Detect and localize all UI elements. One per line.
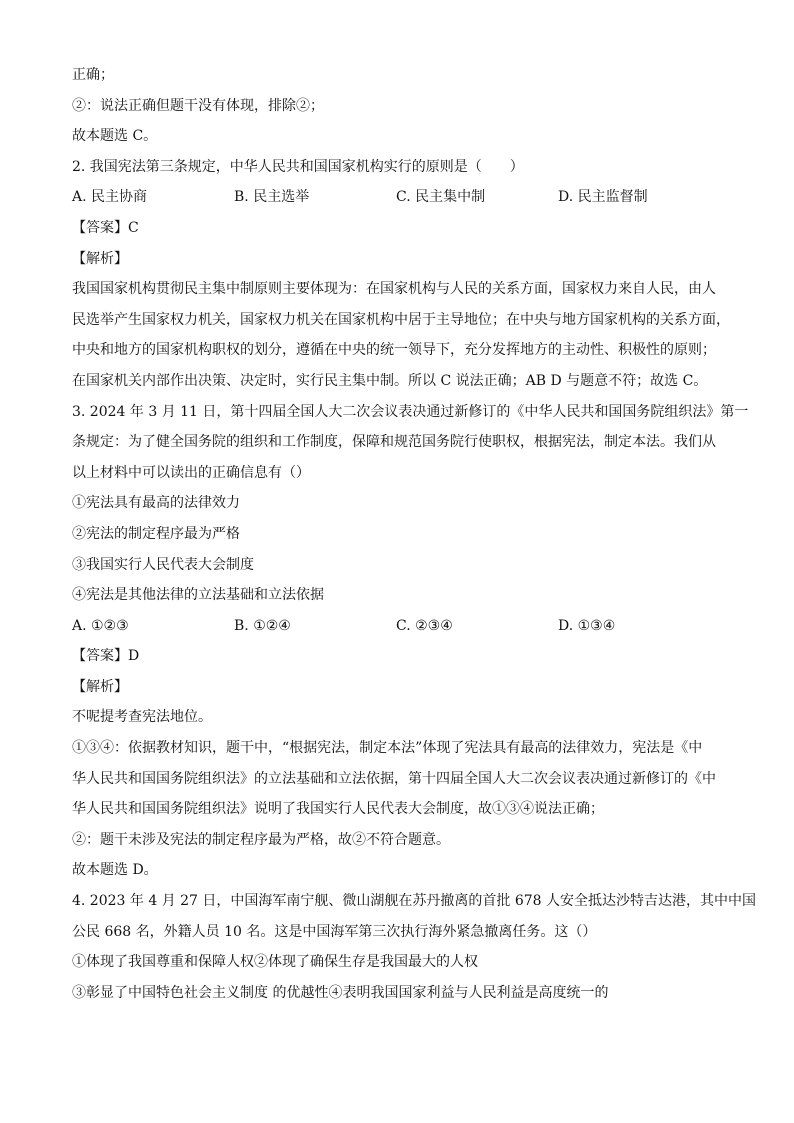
text-line: 故本题选 C。: [72, 128, 158, 145]
analysis-line: ①③④：依据教材知识，题干中，“根据宪法，制定本法”体现了宪法具有最高的法律效力，宪法是《中: [72, 740, 703, 757]
analysis-line: ②：题干未涉及宪法的制定程序最为严格，故②不符合题意。: [72, 831, 450, 848]
analysis-line: 民选举产生国家权力机关，国家权力机关在国家机构中居于主导地位；在中央与地方国家机构的关系方面，: [72, 311, 730, 328]
question-3-stem: 3. 2024 年 3 月 11 日，第十四届全国人大二次会议表决通过新修订的《中华人民共和国国务院组织法》第一: [72, 403, 749, 420]
option-c: C. ②③④: [396, 617, 453, 634]
option-b: B. ①②④: [234, 617, 291, 634]
analysis-label: 【解析】: [72, 250, 128, 267]
statement-item: ①宪法具有最高的法律效力: [72, 495, 240, 512]
question-4-stem: 4. 2023 年 4 月 27 日，中国海军南宁舰、微山湖舰在苏丹撤离的首批 678 人安全抵达沙特吉达港，其中中国: [72, 893, 757, 910]
analysis-line: 华人民共和国国务院组织法》的立法基础和立法依据，第十四届全国人大二次会议表决通过新修订的《中: [72, 770, 716, 787]
analysis-line: 在国家机关内部作出决策、决定时，实行民主集中制。所以 C 说法正确；AB D 与题意不符；故选 C。: [72, 372, 708, 389]
analysis-line: 中央和地方的国家机构职权的划分，遵循在中央的统一领导下，充分发挥地方的主动性、积极性的原则；: [72, 342, 716, 359]
answer-label: 【答案】C: [72, 219, 139, 236]
analysis-line: 不呢提考查宪法地位。: [72, 709, 212, 726]
question-3-options: [72, 611, 732, 642]
statement-item: ③我国实行人民代表大会制度: [72, 556, 254, 573]
option-a: A. 民主协商: [72, 189, 148, 206]
question-4-stem: 公民 668 名，外籍人员 10 名。这是中国海军第三次执行海外紧急撤离任务。这（）: [72, 923, 597, 940]
analysis-label: 【解析】: [72, 678, 128, 695]
question-2-options: [72, 182, 732, 213]
analysis-line: 华人民共和国国务院组织法》说明了我国实行人民代表大会制度，故①③④说法正确；: [72, 801, 604, 818]
option-d: D. ①③④: [558, 617, 616, 634]
statement-item: ③彰显了中国特色社会主义制度 的优越性④表明我国国家利益与人民利益是高度统一的: [72, 984, 609, 1001]
question-3-stem: 以上材料中可以读出的正确信息有（）: [72, 464, 310, 481]
analysis-line: 故本题选 D。: [72, 862, 158, 879]
question-3-stem: 条规定：为了健全国务院的组织和工作制度，保障和规范国务院行使职权，根据宪法，制定本法。我们从: [72, 434, 716, 451]
option-c: C. 民主集中制: [396, 189, 486, 206]
document-page: [72, 60, 757, 1008]
option-b: B. 民主选举: [234, 189, 310, 206]
analysis-line: 我国国家机构贯彻民主集中制原则主要体现为：在国家机构与人民的关系方面，国家权力来自人民，由人: [72, 281, 716, 298]
text-line: ②：说法正确但题干没有体现，排除②；: [72, 97, 324, 114]
text-line: 正确；: [72, 67, 114, 83]
statement-item: ④宪法是其他法律的立法基础和立法依据: [72, 587, 324, 604]
statement-item: ②宪法的制定程序最为严格: [72, 525, 240, 542]
answer-label: 【答案】D: [72, 648, 140, 665]
option-d: D. 民主监督制: [558, 189, 648, 206]
question-2-stem: 2. 我国宪法第三条规定，中华人民共和国国家机构实行的原则是（ ）: [72, 158, 524, 175]
statement-item: ①体现了我国尊重和保障人权②体现了确保生存是我国最大的人权: [72, 954, 478, 971]
option-a: A. ①②③: [72, 617, 129, 634]
